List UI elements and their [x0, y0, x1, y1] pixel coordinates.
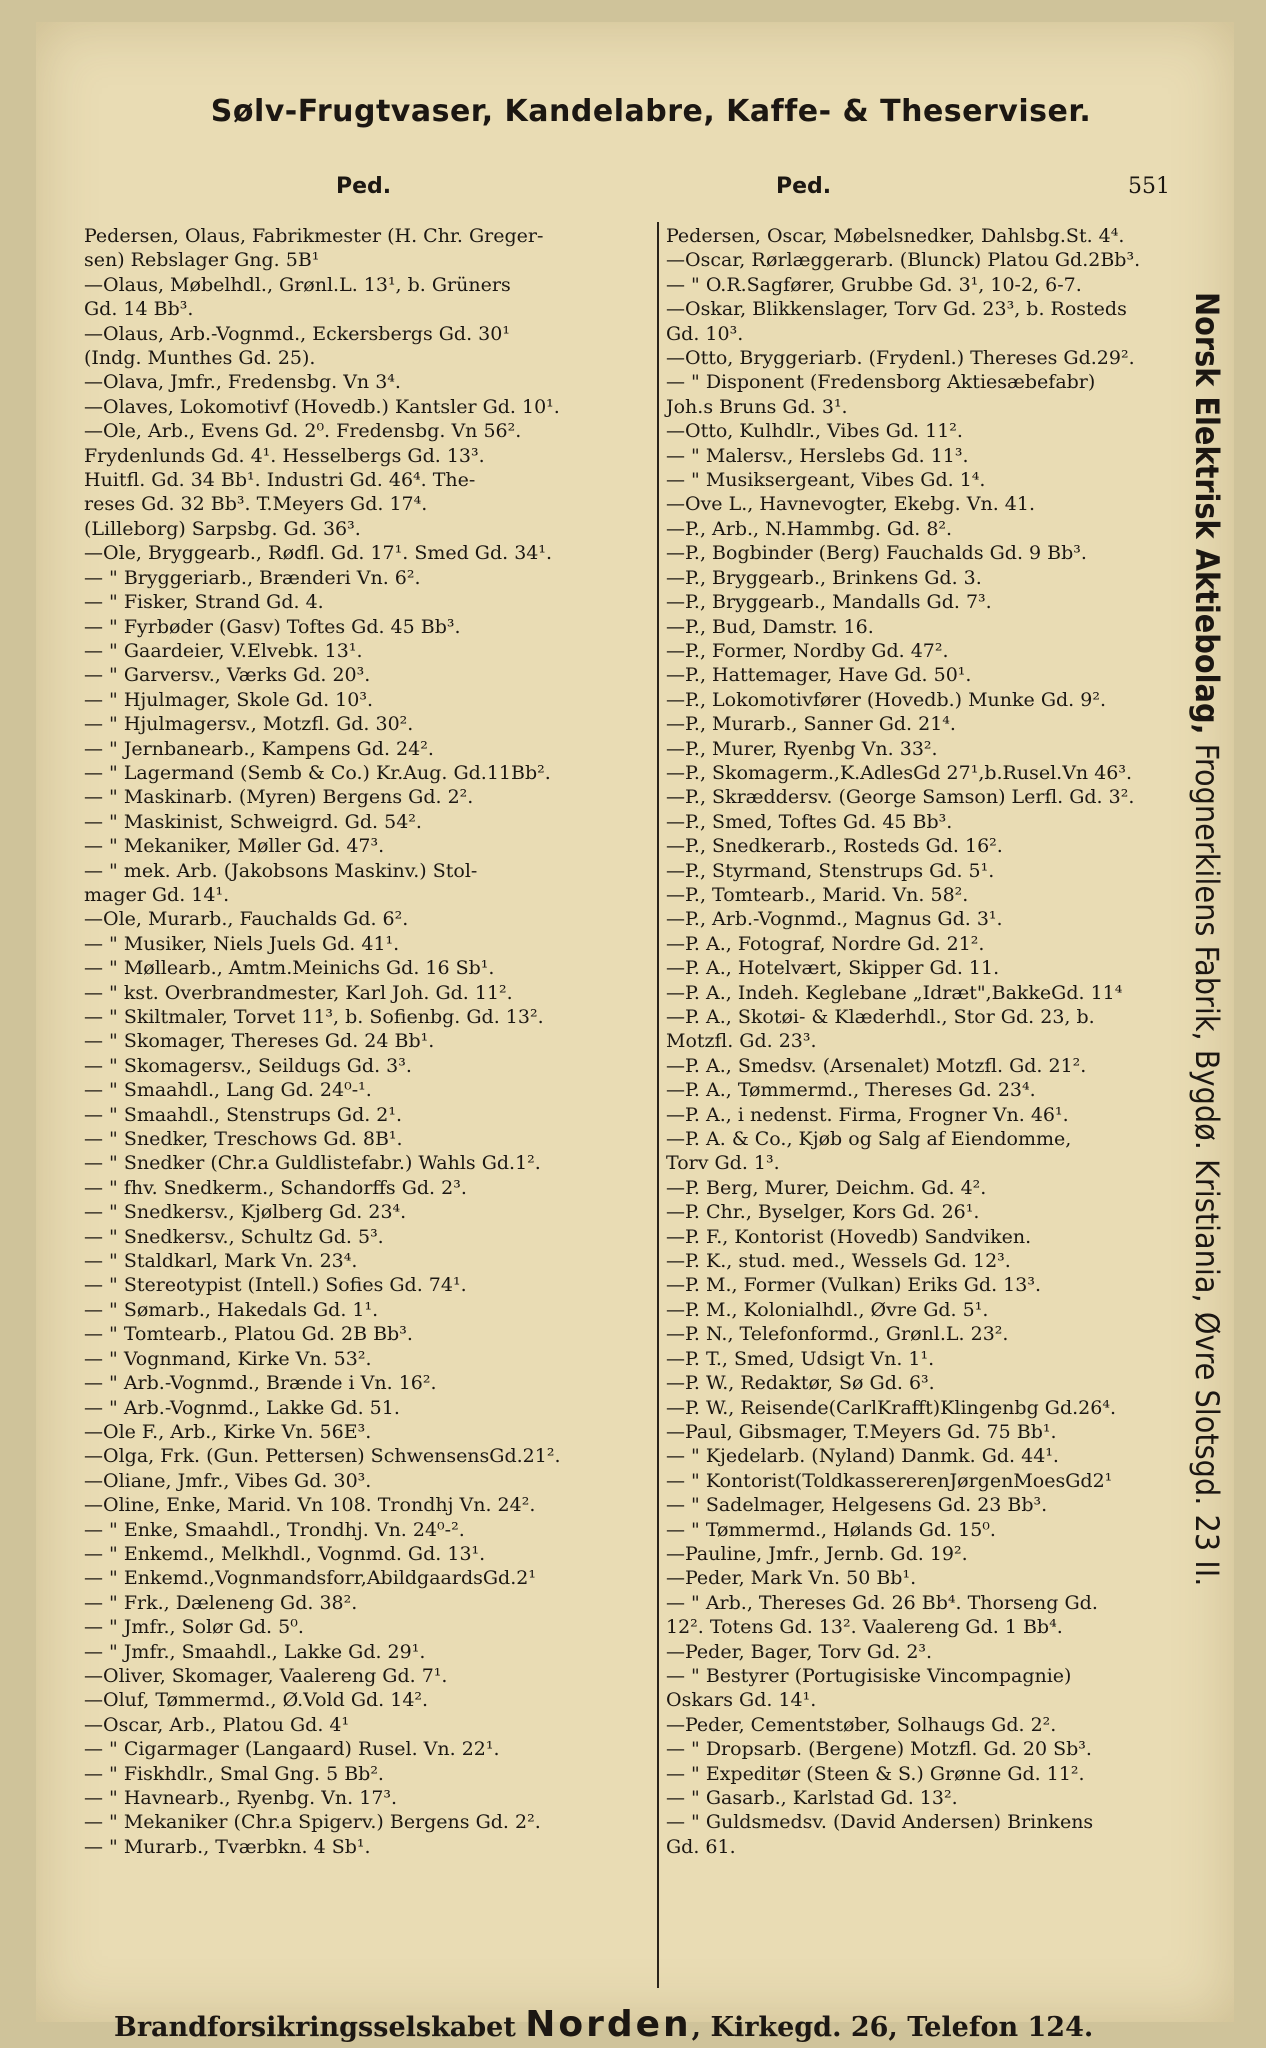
directory-entry-line: — " Fisker, Strand Gd. 4.: [84, 591, 324, 614]
directory-entry-line: — " Hjulmager, Skole Gd. 10³.: [84, 688, 373, 711]
directory-entry-line: — " Enke, Smaahdl., Trondhj. Vn. 24⁰-².: [84, 1518, 465, 1541]
directory-entry-line: — " Staldkarl, Mark Vn. 23⁴.: [84, 1250, 358, 1273]
directory-entry-line: —P. W., Redaktør, Sø Gd. 6³.: [666, 1372, 935, 1395]
directory-entry-line: — " Tømmermd., Hølands Gd. 15⁰.: [666, 1518, 996, 1541]
directory-entry-line: Torv Gd. 1³.: [666, 1152, 780, 1175]
directory-entry-line: —Paul, Gibsmager, T.Meyers Gd. 75 Bb¹.: [666, 1420, 1057, 1443]
directory-entry-line: — " Fiskhdlr., Smal Gng. 5 Bb².: [84, 1762, 384, 1785]
directory-entry-line: — " Fyrbøder (Gasv) Toftes Gd. 45 Bb³.: [84, 615, 461, 638]
directory-entry-line: — " Lagermand (Semb & Co.) Kr.Aug. Gd.11Bb².: [84, 761, 551, 784]
directory-entry-line: —P. A., Tømmermd., Thereses Gd. 23⁴.: [666, 1079, 1036, 1102]
directory-entry-line: —Oliver, Skomager, Vaalereng Gd. 7¹.: [84, 1664, 448, 1687]
directory-entry-line: Joh.s Bruns Gd. 3¹.: [666, 395, 848, 418]
directory-entry-line: — " Mekaniker, Møller Gd. 47³.: [84, 835, 385, 858]
directory-entry-line: — " Enkemd., Melkhdl., Vognmd. Gd. 13¹.: [84, 1542, 486, 1565]
directory-entry-line: — " Arb.-Vognmd., Lakke Gd. 51.: [84, 1396, 400, 1419]
directory-entry-line: —Oscar, Rørlæggerarb. (Blunck) Platou Gd.2Bb³.: [666, 249, 1141, 272]
directory-entry-line: — " Garversv., Værks Gd. 20³.: [84, 664, 371, 687]
directory-entry-line: — " Skomagersv., Seildugs Gd. 3³.: [84, 1054, 412, 1077]
directory-entry-line: — " Hjulmagersv., Motzfl. Gd. 30².: [84, 713, 414, 736]
directory-entry-line: — " Gaardeier, V.Elvebk. 13¹.: [84, 639, 363, 662]
directory-entry-line: — " kst. Overbrandmester, Karl Joh. Gd. 11².: [84, 981, 513, 1004]
directory-entry-line: — " Skomager, Thereses Gd. 24 Bb¹.: [84, 1030, 435, 1053]
directory-entry-line: — " Smaahdl., Stenstrups Gd. 2¹.: [84, 1103, 403, 1126]
directory-entry-line: — " Kontorist(ToldkassererenJørgenMoesGd2¹: [666, 1469, 1113, 1492]
directory-entry-line: —P., Lokomotivfører (Hovedb.) Munke Gd. 9².: [666, 688, 1106, 711]
directory-entry-line: —P., Arb.-Vognmd., Magnus Gd. 3¹.: [666, 908, 1003, 931]
directory-entry-line: —Oscar, Arb., Platou Gd. 4¹: [84, 1713, 350, 1736]
directory-entry-line: —Peder, Cementstøber, Solhaugs Gd. 2².: [666, 1713, 1057, 1736]
directory-entry-line: — " Murarb., Tværbkn. 4 Sb¹.: [84, 1835, 371, 1858]
directory-entry-line: — " Frk., Dæleneng Gd. 38².: [84, 1591, 358, 1614]
directory-entry-line: —Otto, Kulhdlr., Vibes Gd. 11².: [666, 420, 963, 443]
directory-entry-line: —Peder, Mark Vn. 50 Bb¹.: [666, 1567, 917, 1590]
side-ad-brand: Norsk Elektrisk Aktiebolag,: [1188, 292, 1226, 735]
directory-entry-line: — " Stereotypist (Intell.) Sofies Gd. 74¹.: [84, 1274, 467, 1297]
directory-entry-line: — " Smaahdl., Lang Gd. 24⁰-¹.: [84, 1079, 372, 1102]
directory-entry-line: —Olaus, Møbelhdl., Grønl.L. 13¹, b. Grüners: [84, 273, 511, 296]
directory-entry-line: —P., Bogbinder (Berg) Fauchalds Gd. 9 Bb³.: [666, 542, 1087, 565]
directory-entry-line: —P., Styrmand, Stenstrups Gd. 5¹.: [666, 859, 995, 882]
directory-entry-line: — " Mekaniker (Chr.a Spigerv.) Bergens Gd. 2².: [84, 1811, 541, 1834]
directory-entry-line: — " Arb., Thereses Gd. 26 Bb⁴. Thorseng Gd.: [666, 1591, 1098, 1614]
directory-entry-line: — " Cigarmager (Langaard) Rusel. Vn. 22¹.: [84, 1738, 500, 1761]
directory-entry-line: Frydenlunds Gd. 4¹. Hesselbergs Gd. 13³.: [84, 444, 485, 467]
directory-entry-line: —Ove L., Havnevogter, Ekebg. Vn. 41.: [666, 493, 1036, 516]
directory-entry-line: —P., Arb., N.Hammbg. Gd. 8².: [666, 517, 953, 540]
directory-entry-line: — " fhv. Snedkerm., Schandorffs Gd. 2³.: [84, 1176, 467, 1199]
directory-entry-line: —Olaves, Lokomotivf (Hovedb.) Kantsler Gd. 10¹.: [84, 395, 560, 418]
directory-entry-line: — " Guldsmedsv. (David Andersen) Brinkens: [666, 1811, 1094, 1834]
directory-page: [36, 22, 1234, 2045]
directory-entry-line: —P., Murarb., Sanner Gd. 21⁴.: [666, 713, 956, 736]
directory-entry-line: —P. F., Kontorist (Hovedb) Sandviken.: [666, 1225, 1032, 1248]
directory-entry-line: —Otto, Bryggeriarb. (Frydenl.) Thereses Gd.29².: [666, 347, 1135, 370]
directory-entry-line: —Oluf, Tømmermd., Ø.Vold Gd. 14².: [84, 1689, 429, 1712]
directory-entry-line: — " Havnearb., Ryenbg. Vn. 17³.: [84, 1787, 398, 1809]
directory-entry-line: — " Jernbanearb., Kampens Gd. 24².: [84, 737, 434, 760]
directory-entry-line: — " Enkemd.,Vognmandsforr,AbildgaardsGd.2¹: [84, 1567, 536, 1590]
directory-entry-line: — " Tomtearb., Platou Gd. 2B Bb³.: [84, 1323, 413, 1346]
column-divider: [657, 222, 659, 1988]
directory-entry-line: —P. Chr., Byselger, Kors Gd. 26¹.: [666, 1201, 980, 1224]
directory-entry-line: —P., Smed, Toftes Gd. 45 Bb³.: [666, 810, 953, 833]
directory-entry-line: — " Skiltmaler, Torvet 11³, b. Sofienbg. Gd. 13².: [84, 1006, 544, 1028]
directory-entry-line: —P., Bryggearb., Brinkens Gd. 3.: [666, 566, 982, 589]
directory-entry-line: —P. W., Reisende(CarlKrafft)Klingenbg Gd.26⁴.: [666, 1396, 1116, 1419]
left-column: [84, 224, 652, 1859]
directory-entry-line: Pedersen, Oscar, Møbelsnedker, Dahlsbg.St. 4⁴.: [666, 225, 1125, 247]
directory-entry-line: Motzfl. Gd. 23³.: [666, 1030, 817, 1053]
directory-entry-line: —P., Bryggearb., Mandalls Gd. 7³.: [666, 591, 992, 614]
side-ad-text: Frognerkilens Fabrik, Bygdø. Kristiania, Øvre Slotsgd. 23 II.: [1188, 734, 1226, 1587]
directory-entry-line: —Olaus, Arb.-Vognmd., Eckersbergs Gd. 30¹: [84, 322, 510, 345]
directory-entry-line: —P. T., Smed, Udsigt Vn. 1¹.: [666, 1347, 935, 1370]
directory-entry-line: — " Snedkersv., Schultz Gd. 5³.: [84, 1225, 384, 1248]
footer-address: , Kirkegd. 26, Telefon 124.: [691, 2012, 1094, 2043]
directory-entry-line: — " Møllearb., Amtm.Meinichs Gd. 16 Sb¹.: [84, 957, 495, 980]
directory-entry-line: — " Snedker, Treschows Gd. 8B¹.: [84, 1128, 403, 1151]
directory-entry-line: — " Maskinist, Schweigrd. Gd. 54².: [84, 810, 422, 833]
directory-entry-line: — " O.R.Sagfører, Grubbe Gd. 3¹, 10-2, 6-7.: [666, 273, 1082, 296]
directory-entry-line: — " Maskinarb. (Myren) Bergens Gd. 2².: [84, 786, 474, 809]
directory-entry-line: Pedersen, Olaus, Fabrikmester (H. Chr. Greger-: [84, 225, 544, 247]
directory-entry-line: —P. A., Hotelvært, Skipper Gd. 11.: [666, 957, 1000, 980]
directory-entry-line: — " Arb.-Vognmd., Brænde i Vn. 16².: [84, 1372, 437, 1395]
directory-entry-line: (Indg. Munthes Gd. 25).: [84, 347, 316, 370]
directory-entry-line: —P. A., i nedenst. Firma, Frogner Vn. 46¹.: [666, 1103, 1069, 1126]
directory-entry-line: — " Expeditør (Steen & S.) Grønne Gd. 11².: [666, 1762, 1085, 1785]
directory-entry-line: — " Snedker (Chr.a Guldlistefabr.) Wahls Gd.1².: [84, 1152, 541, 1175]
directory-entry-line: —P. M., Former (Vulkan) Eriks Gd. 13³.: [666, 1274, 1041, 1297]
directory-entry-line: —P., Former, Nordby Gd. 47².: [666, 639, 949, 662]
footer-brand: Norden: [525, 2004, 692, 2045]
directory-entry-line: Oskars Gd. 14¹.: [666, 1689, 817, 1712]
directory-entry-line: — " Kjedelarb. (Nyland) Danmk. Gd. 44¹.: [666, 1445, 1059, 1468]
directory-entry-line: —P. N., Telefonformd., Grønl.L. 23².: [666, 1323, 1009, 1346]
directory-entry-line: —P., Hattemager, Have Gd. 50¹.: [666, 664, 972, 687]
directory-entry-line: —Ole, Murarb., Fauchalds Gd. 6².: [84, 908, 409, 931]
directory-entry-line: —P., Murer, Ryenbg Vn. 33².: [666, 737, 938, 760]
directory-entry-line: —Ole F., Arb., Kirke Vn. 56E³.: [84, 1420, 372, 1443]
top-advertisement: Sølv-Frugtvaser, Kandelabre, Kaffe- & Theserviser.: [210, 94, 1092, 129]
directory-entry-line: —P. A., Smedsv. (Arsenalet) Motzfl. Gd. 21².: [666, 1054, 1087, 1077]
directory-entry-line: — " Snedkersv., Kjølberg Gd. 23⁴.: [84, 1201, 407, 1224]
directory-entry-line: —P., Bud, Damstr. 16.: [666, 615, 874, 638]
directory-entry-line: reses Gd. 32 Bb³. T.Meyers Gd. 17⁴.: [84, 493, 428, 516]
directory-entry-line: —Olava, Jmfr., Fredensbg. Vn 3⁴.: [84, 371, 401, 394]
directory-entry-line: —Olga, Frk. (Gun. Pettersen) SchwensensGd.21².: [84, 1445, 561, 1468]
directory-entry-line: —P. A., Fotograf, Nordre Gd. 21².: [666, 932, 985, 955]
directory-entry-line: —P., Skomagerm.,K.AdlesGd 27¹,b.Rusel.Vn 46³.: [666, 761, 1133, 784]
directory-entry-line: —Pauline, Jmfr., Jernb. Gd. 19².: [666, 1542, 968, 1565]
directory-entry-line: Gd. 10³.: [666, 322, 744, 345]
directory-entry-line: —Oline, Enke, Marid. Vn 108. Trondhj Vn. 24².: [84, 1494, 536, 1517]
directory-entry-line: — " Disponent (Fredensborg Aktiesæbefabr): [666, 371, 1096, 394]
directory-entry-line: —P., Snedkerarb., Rosteds Gd. 16².: [666, 835, 1003, 858]
directory-entry-line: —P., Skræddersv. (George Samson) Lerfl. Gd. 3².: [666, 786, 1135, 809]
directory-entry-line: — " Gasarb., Karlstad Gd. 13².: [666, 1787, 958, 1809]
directory-entry-line: — " Bestyrer (Portugisiske Vincompagnie): [666, 1664, 1072, 1687]
directory-entry-line: —Oliane, Jmfr., Vibes Gd. 30³.: [84, 1469, 372, 1492]
directory-entry-line: 12². Totens Gd. 13². Vaalereng Gd. 1 Bb⁴.: [666, 1616, 1063, 1639]
bottom-advertisement: [114, 2004, 1204, 2045]
right-column: [666, 224, 1196, 1859]
directory-entry-line: — " Sadelmager, Helgesens Gd. 23 Bb³.: [666, 1494, 1048, 1517]
directory-entry-line: —P., Tomtearb., Marid. Vn. 58².: [666, 883, 969, 906]
footer-company: Brandforsikringsselskabet: [114, 2012, 526, 2043]
directory-entry-line: Huitfl. Gd. 34 Bb¹. Industri Gd. 46⁴. The-: [84, 469, 476, 492]
left-column-header: Ped.: [336, 174, 392, 199]
directory-entry-line: —P. A., Skotøi- & Klæderhdl., Stor Gd. 23, b.: [666, 1006, 1095, 1028]
directory-entry-line: — " Bryggeriarb., Brænderi Vn. 6².: [84, 566, 421, 589]
page-number: 551: [1128, 174, 1170, 199]
directory-entry-line: —P. K., stud. med., Wessels Gd. 12³.: [666, 1250, 1011, 1273]
directory-entry-line: —Peder, Bager, Torv Gd. 2³.: [666, 1640, 933, 1663]
directory-entry-line: Gd. 61.: [666, 1835, 736, 1858]
right-column-header: Ped.: [776, 174, 832, 199]
directory-entry-line: Gd. 14 Bb³.: [84, 298, 194, 321]
directory-entry-line: —P. A., Indeh. Keglebane „Idræt",BakkeGd. 11⁴: [666, 981, 1123, 1004]
directory-entry-line: — " Vognmand, Kirke Vn. 53².: [84, 1347, 372, 1370]
directory-entry-line: mager Gd. 14¹.: [84, 883, 230, 906]
directory-entry-line: — " Sømarb., Hakedals Gd. 1¹.: [84, 1298, 379, 1321]
side-advertisement: [1188, 292, 1226, 1586]
directory-entry-line: — " Malersv., Herslebs Gd. 11³.: [666, 444, 969, 467]
directory-entry-line: — " mek. Arb. (Jakobsons Maskinv.) Stol-: [84, 859, 478, 882]
directory-entry-line: —P. Berg, Murer, Deichm. Gd. 4².: [666, 1176, 987, 1199]
directory-entry-line: —Ole, Bryggearb., Rødfl. Gd. 17¹. Smed Gd. 34¹.: [84, 542, 553, 565]
directory-entry-line: — " Jmfr., Smaahdl., Lakke Gd. 29¹.: [84, 1640, 426, 1663]
directory-entry-line: —P. A. & Co., Kjøb og Salg af Eiendomme,: [666, 1128, 1072, 1151]
directory-entry-line: (Lilleborg) Sarpsbg. Gd. 36³.: [84, 517, 361, 540]
directory-entry-line: — " Musiker, Niels Juels Gd. 41¹.: [84, 932, 400, 955]
directory-entry-line: — " Jmfr., Solør Gd. 5⁰.: [84, 1616, 304, 1639]
directory-entry-line: —Oskar, Blikkenslager, Torv Gd. 23³, b. Rosteds: [666, 298, 1127, 321]
directory-entry-line: —Ole, Arb., Evens Gd. 2⁰. Fredensbg. Vn 56².: [84, 420, 522, 443]
directory-entry-line: —P. M., Kolonialhdl., Øvre Gd. 5¹.: [666, 1298, 989, 1321]
directory-entry-line: — " Musiksergeant, Vibes Gd. 1⁴.: [666, 469, 986, 492]
directory-entry-line: sen) Rebslager Gng. 5B¹: [84, 249, 320, 272]
directory-entry-line: — " Dropsarb. (Bergene) Motzfl. Gd. 20 Sb³.: [666, 1738, 1092, 1761]
